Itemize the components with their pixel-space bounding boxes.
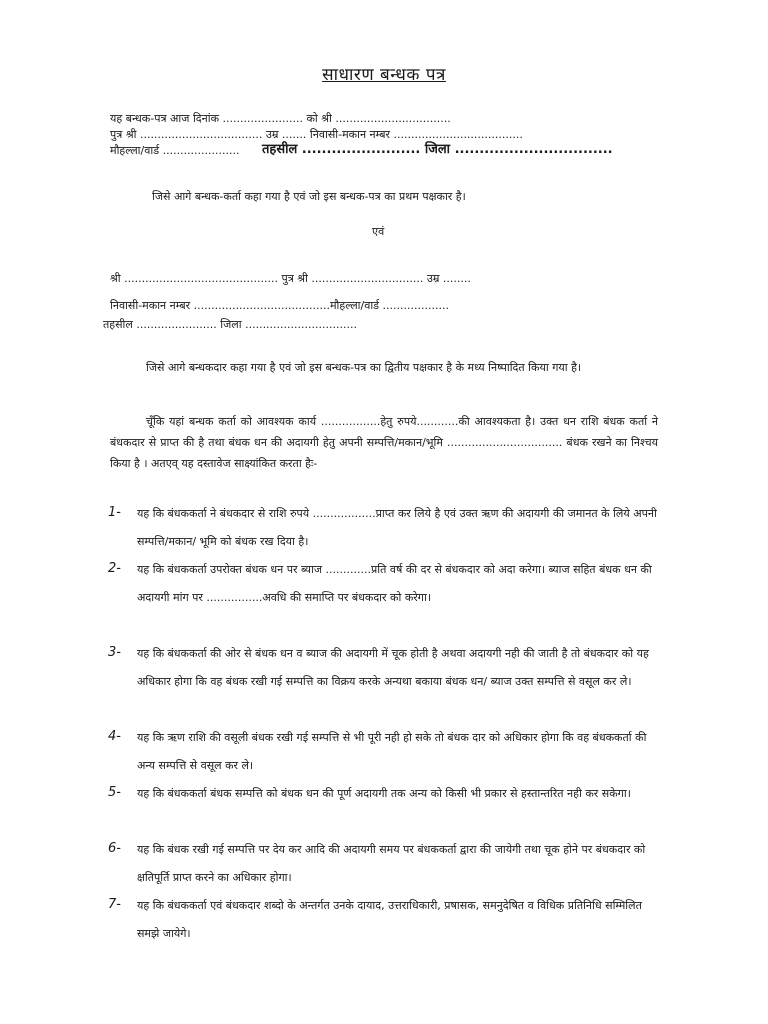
point-number: 1-	[108, 505, 121, 520]
point-number: 2-	[108, 561, 121, 576]
point-number: 4-	[108, 729, 121, 744]
and-word: एवं	[372, 225, 385, 238]
point-text: यह कि बंधककर्ता एवं बंधकदार शब्दो के अन्तर्गत उनके दायाद, उत्तराधिकारी, प्रषासक, समनुदेषित व विधिक प्रतिनिधि सम्मिलित समझे जायेगे।	[137, 899, 642, 940]
second-party-line-2: निवासी-मकान नम्बर .......................................मौहल्ला/वार्ड ...................	[110, 299, 449, 312]
point-number: 7-	[108, 897, 121, 912]
second-party-note	[110, 357, 658, 378]
header-line-1: यह बन्धक-पत्र आज दिनांक ....................... को श्री .................................	[110, 112, 451, 125]
first-party-note: जिसे आगे बन्धक-कर्ता कहा गया है एवं जो इस बन्धक-पत्र का प्रथम पक्षकार है।	[152, 190, 466, 203]
header-line-2: पुत्र श्री ................................... उम्र ....... निवासी-मकान नम्बर .....................................	[110, 128, 523, 141]
point-text: यह कि ऋण राशि की वसूली बंधक रखी गई सम्पत्ति से भी पूरी नही हो सके तो बंधक दार को अधिकार होगा कि वह बंधककर्ता की अन्य सम्पत्ति से वसूल कर ले।	[137, 731, 647, 772]
point-text: यह कि बंधककर्ता की ओर से बंधक धन व ब्याज की अदायगी में चूक होती है अथवा अदायगी नही की जाती है तो बंधकदार को यह अधिकार होगा कि वह बंधक रखी गई सम्पत्ति का विक्रय करके अन्यथा बकाया बंधक धन/ ब्याज उक्त सम्पत्ति से वसूल कर ले।	[137, 647, 649, 688]
second-party-note-text: जिसे आगे बन्धकदार कहा गया है एवं जो इस बन्धक-पत्र का द्वितीय पक्षकार है के मध्य निष्पादित किया गया है।	[146, 361, 582, 374]
point-text: यह कि बंधक रखी गई सम्पत्ति पर देय कर आदि की अदायगी समय पर बंधककर्ता द्वारा की जायेगी तथा चूक होने पर बंधकदार को क्षतिपूर्ति प्राप्त करने का अधिकार होगा।	[137, 843, 646, 884]
point-number: 3-	[108, 645, 121, 660]
header-line-3-tehsil-district: तहसील ........................ जिला ................................	[262, 142, 613, 157]
point-number: 5-	[108, 785, 121, 800]
recital-text: चूँकि यहां बन्धक कर्ता को आवश्यक कार्य .................हेतु रुपये............की आवश्यकता है। उक्त धन राशि बंधक कर्ता ने बंधकदार से प्राप्त की है तथा बंधक धन की अदायगी हेतु अपनी सम्पत्ति/मकान/भूमि ................................. बंधक रखने का निश्चय किया है । अतएव् यह दस्तावेज साक्ष्यांकित करता हैः-	[110, 415, 658, 470]
document-title: साधारण बन्धक पत्र	[322, 65, 446, 85]
second-party-line-3: तहसील ....................... जिला ................................	[103, 318, 357, 331]
point-number: 6-	[108, 841, 121, 856]
point-text: यह कि बंधककर्ता ने बंधकदार से राशि रुपये ..................प्राप्त कर लिये है एवं उक्त ऋण की अदायगी की जमानत के लिये अपनी सम्पत्ति/मकान/ भूमि को बंधक रख दिया है।	[137, 507, 657, 548]
second-party-line-1: श्री ............................................ पुत्र श्री ................................ उम्र ........	[110, 272, 471, 285]
point-text: यह कि बंधककर्ता बंधक सम्पत्ति को बंधक धन की पूर्ण अदायगी तक अन्य को किसी भी प्रकार से हस्तान्तरित नही कर सकेगा।	[137, 787, 631, 800]
header-line-3-locality: मौहल्ला/वार्ड ......................	[110, 144, 240, 157]
recital-paragraph	[110, 411, 658, 474]
point-text: यह कि बंधककर्ता उपरोक्त बंधक धन पर ब्याज .............प्रति वर्ष की दर से बंधकदार को अदा करेगा। ब्याज सहित बंधक धन की अदायगी मांग पर ................अवधि की समाप्ति पर बंधकदार को करेगा।	[137, 563, 652, 604]
